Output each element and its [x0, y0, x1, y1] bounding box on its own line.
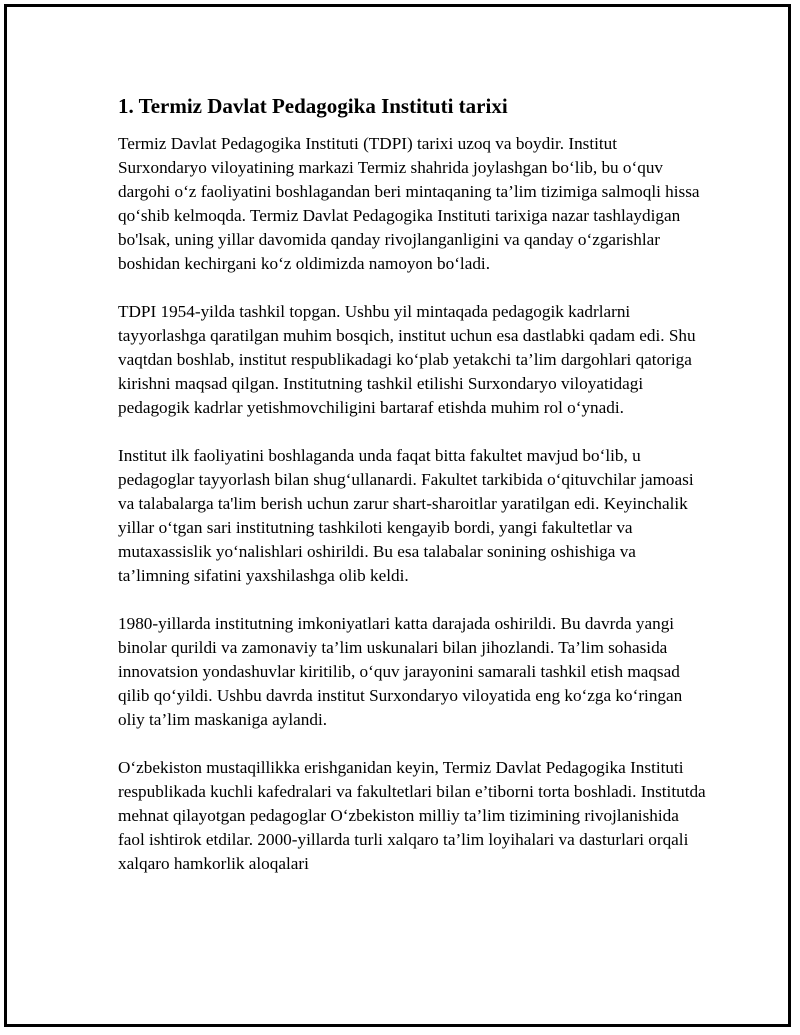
paragraph-1: Termiz Davlat Pedagogika Instituti (TDPI) tarixi uzoq va boydir. Institut Surxondaryo viloyatining markazi Termiz shahrida joylashgan bo‘lib, bu o‘quv dargohi o‘z faoliyatini boshlagandan beri mintaqaning ta’lim tizimiga salmoqli hissa qo‘shib kelmoqda. Termiz Davlat Pedagogika Instituti tarixiga nazar tashlaydigan bo'lsak, uning yillar davomida qanday rivojlanganligini va qanday o‘zgarishlar boshidan kechirgani ko‘z oldimizda namoyon bo‘ladi. — [118, 134, 700, 273]
paragraph-2: TDPI 1954-yilda tashkil topgan. Ushbu yil mintaqada pedagogik kadrlarni tayyorlashga qaratilgan muhim bosqich, institut uchun esa dastlabki qadam edi. Shu vaqtdan boshlab, institut respublikadagi ko‘plab yetakchi ta’lim dargohlari qatoriga kirishni maqsad qilgan. Institutning tashkil etilishi Surxondaryo viloyatidagi pedagogik kadrlar yetishmovchiligini bartaraf etishda muhim rol o‘ynadi. — [118, 302, 696, 417]
document-body — [118, 92, 708, 900]
paragraph-5: O‘zbekiston mustaqillikka erishganidan keyin, Termiz Davlat Pedagogika Instituti respublikada kuchli kafedralari va fakultetlari bilan e’tiborni torta boshladi. Institutda mehnat qilayotgan pedagoglar O‘zbekiston milliy ta’lim tizimining rivojlanishida faol ishtirok etdilar. 2000-yillarda turli xalqaro ta’lim loyihalari va dasturlari orqali xalqaro hamkorlik aloqalari — [118, 758, 706, 873]
paragraph-3: Institut ilk faoliyatini boshlaganda unda faqat bitta fakultet mavjud bo‘lib, u pedagoglar tayyorlash bilan shug‘ullanardi. Fakultet tarkibida o‘qituvchilar jamoasi va talabalarga ta'lim berish uchun zarur shart-sharoitlar yaratilgan edi. Keyinchalik yillar o‘tgan sari institutning tashkiloti kengayib bordi, yangi fakultetlar va mutaxassislik yo‘nalishlari oshirildi. Bu esa talabalar sonining oshishiga va ta’limning sifatini yaxshilashga olib keldi. — [118, 446, 694, 585]
section-heading: 1. Termiz Davlat Pedagogika Instituti tarixi — [118, 94, 508, 118]
paragraph-4: 1980-yillarda institutning imkoniyatlari katta darajada oshirildi. Bu davrda yangi binolar qurildi va zamonaviy ta’lim uskunalari bilan jihozlandi. Ta’lim sohasida innovatsion yondashuvlar kiritilib, o‘quv jarayonini samarali tashkil etish maqsad qilib qo‘yildi. Ushbu davrda institut Surxondaryo viloyatida eng ko‘zga ko‘ringan oliy ta’lim maskaniga aylandi. — [118, 614, 683, 729]
